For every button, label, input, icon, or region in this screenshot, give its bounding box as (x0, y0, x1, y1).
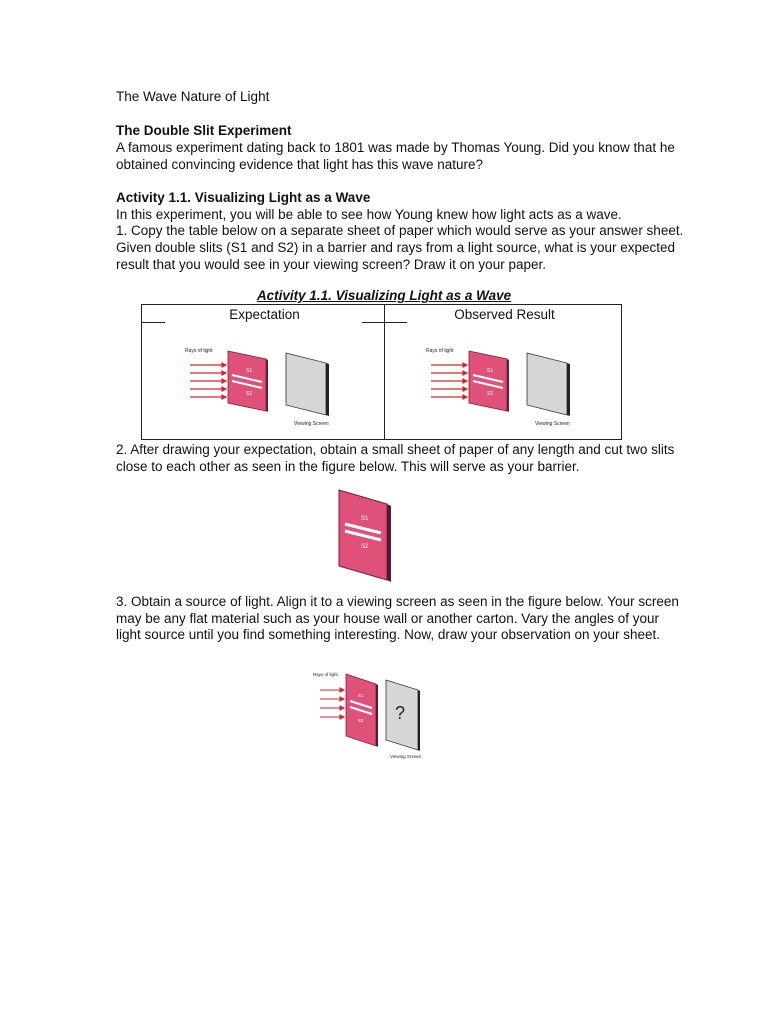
s2-label: S2 (246, 391, 253, 397)
paragraph-line: result that you would see in your viewing screen? Draw it on your paper. (116, 257, 546, 272)
paragraph-line: Given double slits (S1 and S2) in a barrier and rays from a light source, what is your expected (116, 240, 676, 255)
s2-label: S2 (358, 718, 364, 723)
paragraph-line: In this experiment, you will be able to see how Young knew how light acts as a wave. (116, 207, 622, 222)
barrier-edge (387, 504, 391, 582)
section-heading-activity: Activity 1.1. Visualizing Light as a Wave (116, 190, 371, 205)
s1-label: S1 (358, 693, 364, 698)
screen-label: Viewing Screen (390, 754, 422, 759)
screen-edge (326, 363, 329, 416)
paragraph-line: may be any flat material such as your house wall or another carton. Vary the angles of your (116, 611, 660, 626)
paragraph-line: close to each other as seen in the figure below. This will serve as your barrier. (116, 459, 580, 474)
double-slit-diagram (182, 345, 347, 427)
section-heading-double-slit: The Double Slit Experiment (116, 123, 292, 138)
question-mark: ? (395, 703, 406, 723)
header-rule (362, 322, 407, 323)
viewing-screen (527, 353, 567, 415)
viewing-screen (286, 353, 326, 415)
rays-label: Rays of light (426, 348, 454, 354)
header-rule (142, 322, 165, 323)
barrier-edge (507, 359, 509, 412)
document-title: The Wave Nature of Light (116, 89, 270, 104)
s1-label: S1 (487, 368, 494, 374)
rays-label: Rays of light (313, 672, 338, 677)
screen-label: Viewing Screen (535, 421, 570, 427)
table-header-expectation: Expectation (229, 307, 300, 322)
screen-edge (418, 690, 420, 751)
screen-edge (567, 363, 570, 416)
double-slit-diagram (423, 345, 588, 427)
setup-diagram (310, 666, 432, 762)
barrier-edge (266, 359, 268, 412)
paragraph-line: 2. After drawing your expectation, obtain a small sheet of paper of any length and cut two slits (116, 442, 675, 457)
paragraph-line: 1. Copy the table below on a separate sheet of paper which would serve as your answer sheet. (116, 223, 684, 238)
table-divider (384, 305, 385, 439)
barrier-edge (376, 684, 378, 747)
s2-label: S2 (361, 544, 369, 550)
s2-label: S2 (487, 391, 494, 397)
paragraph-line: obtained convincing evidence that light has this wave nature? (116, 157, 483, 172)
rays-label: Rays of light (185, 348, 213, 354)
light-rays (431, 363, 467, 399)
paragraph-line: A famous experiment dating back to 1801 was made by Thomas Young. Did you know that he (116, 140, 675, 155)
s1-label: S1 (246, 368, 253, 374)
light-rays (190, 363, 226, 399)
barrier-diagram (335, 486, 433, 582)
paragraph-line: 3. Obtain a source of light. Align it to a viewing screen as seen in the figure below. Your screen (116, 594, 679, 609)
paragraph-line: light source until you find something interesting. Now, draw your observation on your sheet. (116, 627, 661, 642)
light-rays (320, 688, 344, 719)
screen-label: Viewing Screen (294, 421, 329, 427)
activity-table (141, 304, 622, 440)
table-caption: Activity 1.1. Visualizing Light as a Wave (256, 288, 512, 303)
table-header-observed-result: Observed Result (454, 307, 555, 322)
s1-label: S1 (361, 516, 369, 522)
